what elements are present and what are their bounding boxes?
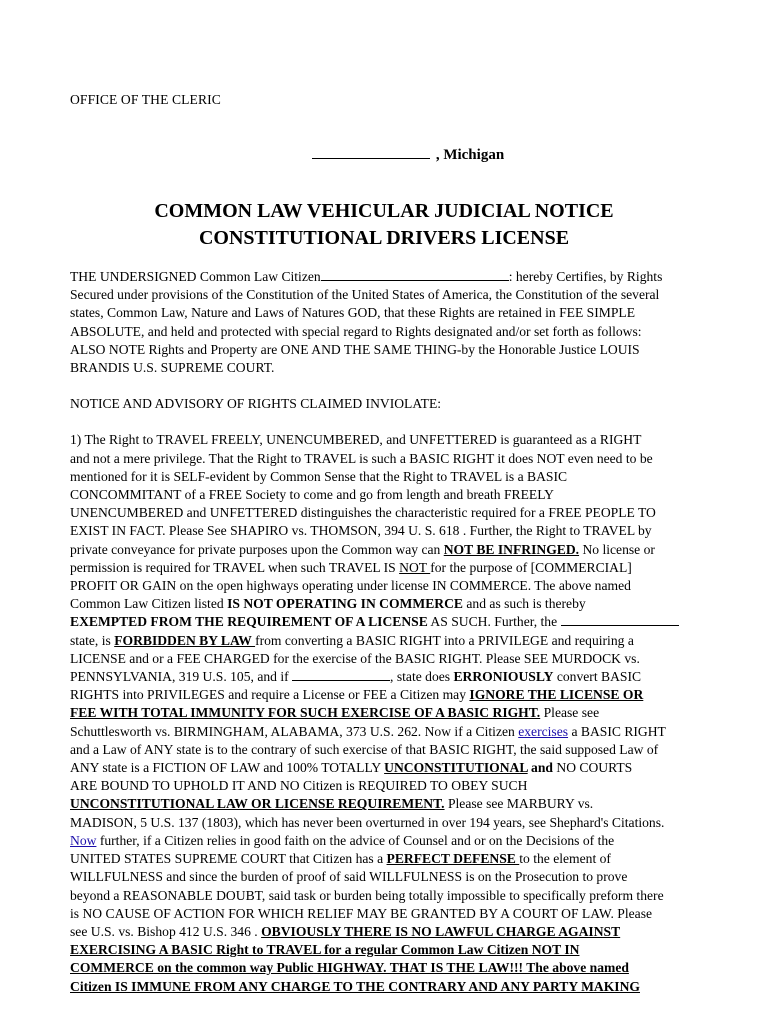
emphasis-text: IS NOT OPERATING IN COMMERCE [227, 596, 463, 612]
emphasis-text: NOT [399, 559, 431, 575]
para-text: CONCOMMITANT of a FREE Society to come and go from length and breath FREELY [70, 487, 554, 503]
para-text: ANY state is a FICTION OF LAW and 100% TOTALLY [70, 760, 385, 776]
emphasis-text: Citizen IS IMMUNE FROM ANY CHARGE TO THE CONTRARY AND ANY PARTY MAKING [70, 978, 640, 994]
emphasis-text: UNCONSTITUTIONAL LAW OR LICENSE REQUIREMENT. [70, 796, 445, 812]
para-text: a BASIC RIGHT [568, 723, 666, 739]
intro-text: ALSO NOTE Rights and Property are ONE AND THE SAME THING-by the Honorable Justice LOUIS [70, 341, 640, 357]
rights-paragraph [70, 431, 730, 995]
para-text: beyond a REASONABLE DOUBT, said task or burden being totally impossible to specifically preform there [70, 887, 664, 903]
now-link[interactable]: Now [70, 832, 97, 848]
para-text: mentioned for it is SELF-evident by Common Sense that the Right to TRAVEL is a BASIC [70, 468, 568, 484]
para-text: No license or [579, 541, 655, 557]
intro-text: states, Common Law, Nature and Laws of Natures GOD, that these Rights are retained in FEE SIMPLE [70, 305, 636, 321]
para-text: Please see MARBURY vs. [444, 796, 594, 812]
intro-text: BRANDIS U.S. SUPREME COURT. [70, 360, 275, 376]
title-line-2: CONSTITUTIONAL DRIVERS LICENSE [198, 227, 570, 249]
para-text: and not a mere privilege. That the Right to TRAVEL is such a BASIC RIGHT it does NOT even need to be [70, 450, 653, 466]
intro-text: Secured under provisions of the Constitution of the United States of America, the Constitution of the several [70, 287, 660, 303]
para-text: for the purpose of [COMMERCIAL] [430, 559, 632, 575]
intro-paragraph [70, 268, 730, 377]
emphasis-text: NOT BE INFRINGED. [443, 541, 580, 557]
para-text: permission is required for TRAVEL when such TRAVEL IS [70, 559, 400, 575]
intro-text: ABSOLUTE, and held and protected with special regard to Rights designated and/or set forth as follows: [70, 323, 642, 339]
location-line [0, 145, 768, 164]
emphasis-text: UNCONSTITUTIONAL [384, 760, 528, 776]
document-title [0, 198, 768, 252]
emphasis-text: IGNORE THE LICENSE OR [469, 687, 644, 703]
para-text: further, if a Citizen relies in good faith on the advice of Counsel and or on the Decisions of the [96, 832, 615, 848]
state-name-blank [292, 668, 390, 681]
para-text: AS SUCH. Further, the [427, 614, 561, 630]
emphasis-text: FEE WITH TOTAL IMMUNITY FOR SUCH EXERCISE OF A BASIC RIGHT. [70, 705, 541, 721]
para-text: Please see [540, 705, 600, 721]
para-text: state, is [70, 632, 115, 648]
document-body [70, 268, 730, 996]
emphasis-text: OBVIOUSLY THERE IS NO LAWFUL CHARGE AGAINST [261, 923, 621, 939]
emphasis-text: PERFECT DEFENSE [386, 851, 520, 867]
para-text: Common Law Citizen listed [70, 596, 228, 612]
emphasis-text: COMMERCE on the common way Public HIGHWAY. THAT IS THE LAW!!! The above named [70, 960, 629, 976]
para-text: UNITED STATES SUPREME COURT that Citizen has a [70, 851, 387, 867]
emphasis-text: and [527, 760, 553, 776]
exercises-link[interactable]: exercises [518, 723, 569, 739]
city-blank [312, 145, 430, 159]
para-text: EXIST IN FACT. Please See SHAPIRO vs. THOMSON, 394 U. S. 618 . Further, the Right to TRAVEL by [70, 523, 652, 539]
para-text: ARE BOUND TO UPHOLD IT AND NO Citizen is REQUIRED TO OBEY SUCH [70, 778, 528, 794]
para-text: private conveyance for private purposes upon the Common way can [70, 541, 444, 557]
title-line-1: COMMON LAW VEHICULAR JUDICIAL NOTICE [154, 200, 614, 222]
emphasis-text: EXEMPTED FROM THE REQUIREMENT OF A LICENSE [70, 614, 428, 630]
para-text: NO COURTS [552, 760, 633, 776]
notice-heading: NOTICE AND ADVISORY OF RIGHTS CLAIMED INVIOLATE: [70, 396, 442, 412]
para-text: MADISON, 5 U.S. 137 (1803), which has never been overturned in over 194 years, see Shephard's Citations. [70, 814, 665, 830]
emphasis-text: ERRONIOUSLY [453, 669, 554, 685]
para-text: PENNSYLVANIA, 319 U.S. 105, and if [70, 669, 293, 685]
para-text: 1) The Right to TRAVEL FREELY, UNENCUMBERED, and UNFETTERED is guaranteed as a RIGHT [70, 432, 642, 448]
citizen-name-blank [321, 268, 509, 281]
para-text: LICENSE and or a FEE CHARGED for the exercise of the BASIC RIGHT. Please SEE MURDOCK vs. [70, 650, 640, 666]
emphasis-text: EXERCISING A BASIC Right to TRAVEL for a regular Common Law Citizen NOT IN [70, 942, 580, 958]
para-text: RIGHTS into PRIVILEGES and require a License or FEE a Citizen may [70, 687, 470, 703]
para-text: WILLFULNESS and since the burden of proof of said WILLFULNESS is on the Prosecution to prove [70, 869, 628, 885]
para-text: to the element of [519, 851, 611, 867]
intro-text: : hereby Certifies, by Rights [508, 269, 663, 284]
intro-text: THE UNDERSIGNED Common Law Citizen [70, 269, 321, 284]
para-text: from converting a BASIC RIGHT into a PRIVILEGE and requiring a [255, 632, 634, 648]
para-text: and as such is thereby [462, 596, 586, 612]
para-text: Schuttlesworth vs. BIRMINGHAM, ALABAMA, 373 U.S. 262. Now if a Citizen [70, 723, 519, 739]
para-text: see U.S. vs. Bishop 412 U.S. 346 . [70, 923, 262, 939]
para-text: is NO CAUSE OF ACTION FOR WHICH RELIEF MAY BE GRANTED BY A COURT OF LAW. Please [70, 905, 653, 921]
para-text: PROFIT OR GAIN on the open highways operating under license IN COMMERCE. The above named [70, 578, 631, 594]
para-text: UNENCUMBERED and UNFETTERED distinguishes the characteristic required for a FREE PEOPLE TO [70, 505, 656, 521]
emphasis-text: FORBIDDEN BY LAW [114, 632, 256, 648]
location-state: , Michigan [435, 147, 505, 163]
para-text: and a Law of ANY state is to the contrary of such exercise of that BASIC RIGHT, the said supposed Law of [70, 741, 659, 757]
state-name-blank [561, 613, 679, 626]
para-text: , state does [390, 669, 454, 685]
office-header: OFFICE OF THE CLERIC [70, 92, 221, 107]
para-text: convert BASIC [553, 669, 642, 685]
